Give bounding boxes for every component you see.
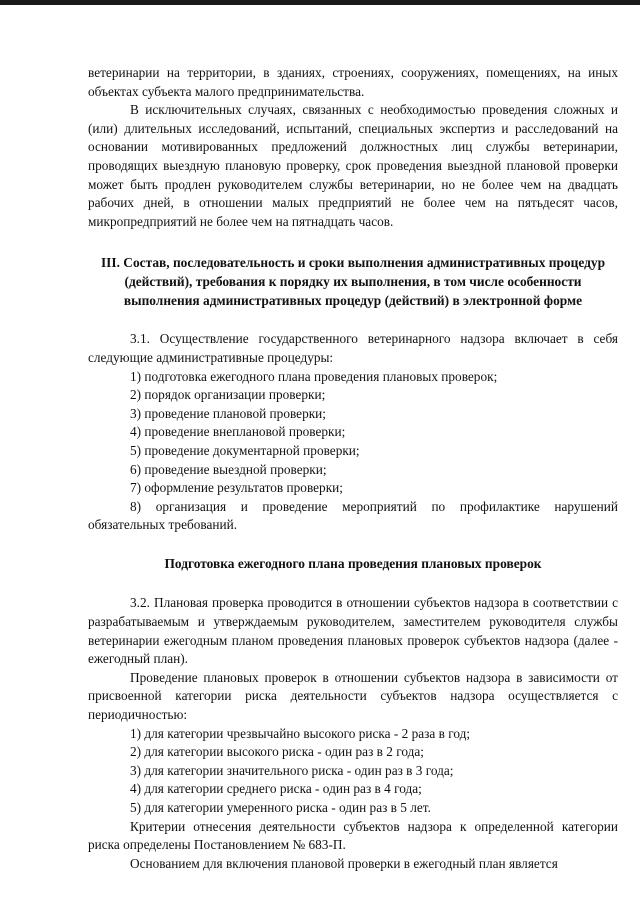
- paragraph-criteria: Критерии отнесения деятельности субъектов надзора к определенной категории риска определены Постановлением № 683-П.: [88, 818, 618, 853]
- paragraph-3-2: 3.2. Плановая проверка проводится в отношении субъектов надзора в соответствии с разрабатываемым и утверждаемым руководителем, заместителем руководителя службы ветеринарии ежегодным планом проведения плановых проверок субъектов надзора (далее - ежегодный план).: [88, 595, 618, 667]
- section-heading: III. Состав, последовательность и сроки выполнения административных процедур (действий), требования к порядку их выполнения, в том числе особенности выполнения административных процедур (действий) в электронной форме: [100, 255, 606, 309]
- paragraph-continuation: ветеринарии на территории, в зданиях, строениях, сооружениях, помещениях, на иных объектах субъекта малого предпринимательства.: [88, 65, 618, 99]
- risk-category-item: 3) для категории значительного риска - один раз в 3 года;: [130, 762, 454, 778]
- procedure-item: 6) проведение выездной проверки;: [130, 461, 327, 477]
- procedure-item: 4) проведение внеплановой проверки;: [130, 424, 346, 440]
- risk-category-item: 4) для категории среднего риска - один раз в 4 года;: [130, 781, 422, 797]
- procedure-item: 7) оформление результатов проверки;: [130, 480, 343, 496]
- paragraph-3-1: 3.1. Осуществление государственного ветеринарного надзора включает в себя следующие административные процедуры:: [88, 331, 618, 365]
- procedure-item: 8) организация и проведение мероприятий по профилактике нарушений обязательных требований.: [88, 498, 618, 533]
- paragraph-basis: Основанием для включения плановой проверки в ежегодный план является: [130, 855, 558, 871]
- document-body: [88, 64, 618, 873]
- scan-top-edge: [0, 0, 640, 5]
- procedure-item: 5) проведение документарной проверки;: [130, 442, 360, 458]
- procedure-item: 2) порядок организации проверки;: [130, 387, 326, 403]
- risk-category-item: 1) для категории чрезвычайно высокого риска - 2 раза в год;: [130, 725, 471, 741]
- risk-category-item: 5) для категории умеренного риска - один раз в 5 лет.: [130, 800, 431, 815]
- risk-category-item: 2) для категории высокого риска - один раз в 2 года;: [130, 744, 424, 760]
- procedure-item: 3) проведение плановой проверки;: [130, 405, 326, 421]
- subsection-heading: Подготовка ежегодного плана проведения плановых проверок: [164, 555, 542, 571]
- paragraph-periodicity: Проведение плановых проверок в отношении субъектов надзора в зависимости от присвоенной категории риска деятельности субъектов надзора осуществляется с периодичностью:: [88, 669, 618, 723]
- procedure-item: 1) подготовка ежегодного плана проведения плановых проверок;: [130, 368, 498, 384]
- paragraph-exceptional-cases: В исключительных случаях, связанных с необходимостью проведения сложных и (или) длительных исследований, испытаний, специальных экспертиз и расследований на основании мотивированных предложений должностных лиц службы ветеринарии, проводящих выездную плановую проверку, срок проведения выездной плановой проверки может быть продлен руководителем службы ветеринарии, но не более чем на двадцать рабочих дней, в отношении малых предприятий не более чем на пятьдесят часов, микропредприятий не более чем на пятнадцать часов.: [88, 102, 618, 229]
